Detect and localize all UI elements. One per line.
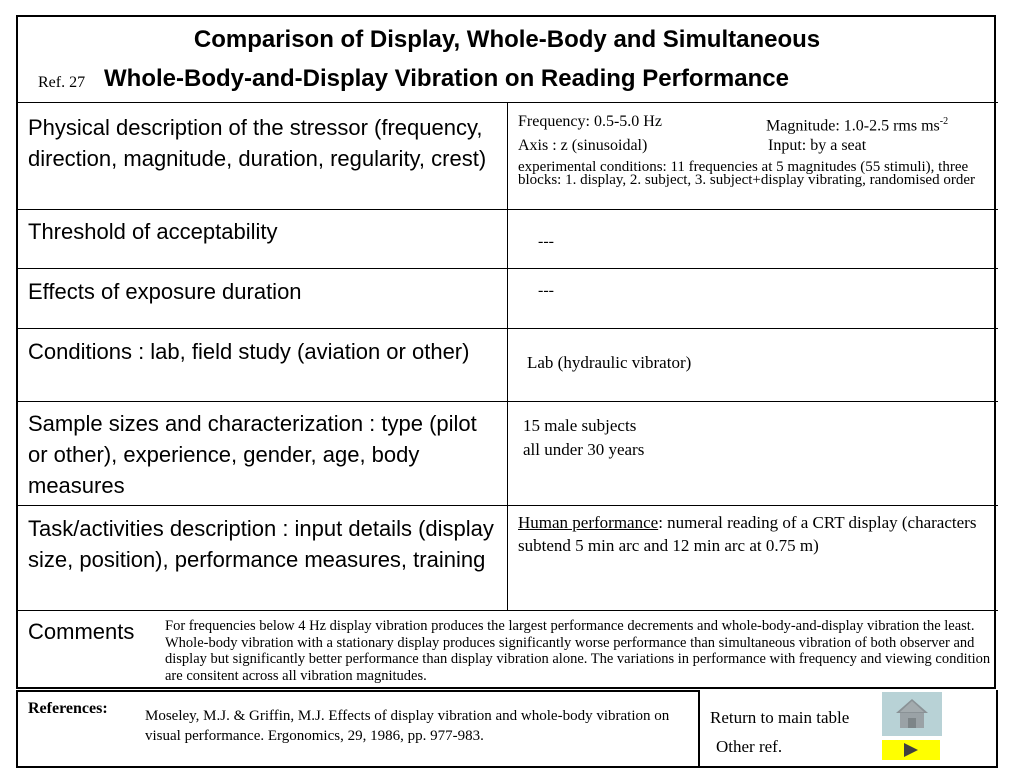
- exposure-duration-label: Effects of exposure duration: [28, 279, 302, 304]
- home-button[interactable]: [882, 692, 942, 736]
- return-to-main-table-link[interactable]: Return to main table: [710, 708, 850, 727]
- column-divider: [507, 102, 508, 610]
- sample-size-label: Sample sizes and characterization : type (pilot or other), experience, gender, age, body measures: [28, 411, 477, 498]
- row-divider: [16, 610, 998, 611]
- other-ref-link[interactable]: Other ref.: [716, 737, 783, 756]
- references-text: Moseley, M.J. & Griffin, M.J. Effects of display vibration and whole-body vibration on visual performance. Ergonomics, 29, 1986, pp. 977-983.: [145, 708, 670, 744]
- exposure-duration-value: ---: [538, 282, 554, 299]
- threshold-label: Threshold of acceptability: [28, 219, 278, 244]
- magnitude-exponent: -2: [939, 116, 949, 127]
- sample-size-line-2: all under 30 years: [523, 440, 645, 459]
- page-title-line-1: Comparison of Display, Whole-Body and Simultaneous: [193, 26, 821, 53]
- sample-size-line-1: 15 male subjects: [523, 416, 637, 435]
- task-description-label: Task/activities description : input details (display size, position), performance measures, training: [28, 516, 494, 572]
- task-description-value: Human performance: numeral reading of a CRT display (characters subtend 5 min arc and 12 min arc at 0.75 m): [518, 513, 977, 555]
- axis-value: Axis : z (sinusoidal): [518, 137, 648, 154]
- conditions-label: Conditions : lab, field study (aviation or other): [28, 339, 470, 364]
- input-value: Input: by a seat: [768, 137, 867, 154]
- comments-text: For frequencies below 4 Hz display vibration produces the largest performance decrements and whole-body-and-display vibration the least. Whole-body vibration with a stationary display produces significantly worse performance than simultaneous vibration of both observer and display but significantly better performance than display vibration alone. The variations in performance with frequency and viewing condition are consitent across all vibration magnitudes.: [165, 618, 991, 684]
- play-arrow-icon: [882, 740, 940, 760]
- human-performance-term: Human performance: [518, 513, 659, 532]
- ref-label: Ref. 27: [38, 74, 86, 91]
- physical-description-label: Physical description of the stressor (frequency, direction, magnitude, duration, regularity, crest): [28, 115, 487, 171]
- magnitude-value: Magnitude: 1.0-2.5 rms $ms^{-2}$: [766, 116, 949, 135]
- references-label: References:: [28, 700, 108, 717]
- comments-label: Comments: [28, 619, 135, 644]
- experimental-conditions: experimental conditions: 11 frequencies at 5 magnitudes (55 stimuli), three blocks: 1. display, 2. subject, 3. subject+display vibrating, randomised order: [518, 159, 975, 188]
- threshold-value: ---: [538, 233, 554, 250]
- page-title-line-2: Whole-Body-and-Display Vibration on Reading Performance: [104, 65, 789, 92]
- next-button[interactable]: [882, 740, 940, 760]
- frequency-value: Frequency: 0.5-5.0 Hz: [518, 113, 662, 130]
- home-icon: [882, 692, 942, 736]
- conditions-value: Lab (hydraulic vibrator): [527, 353, 692, 372]
